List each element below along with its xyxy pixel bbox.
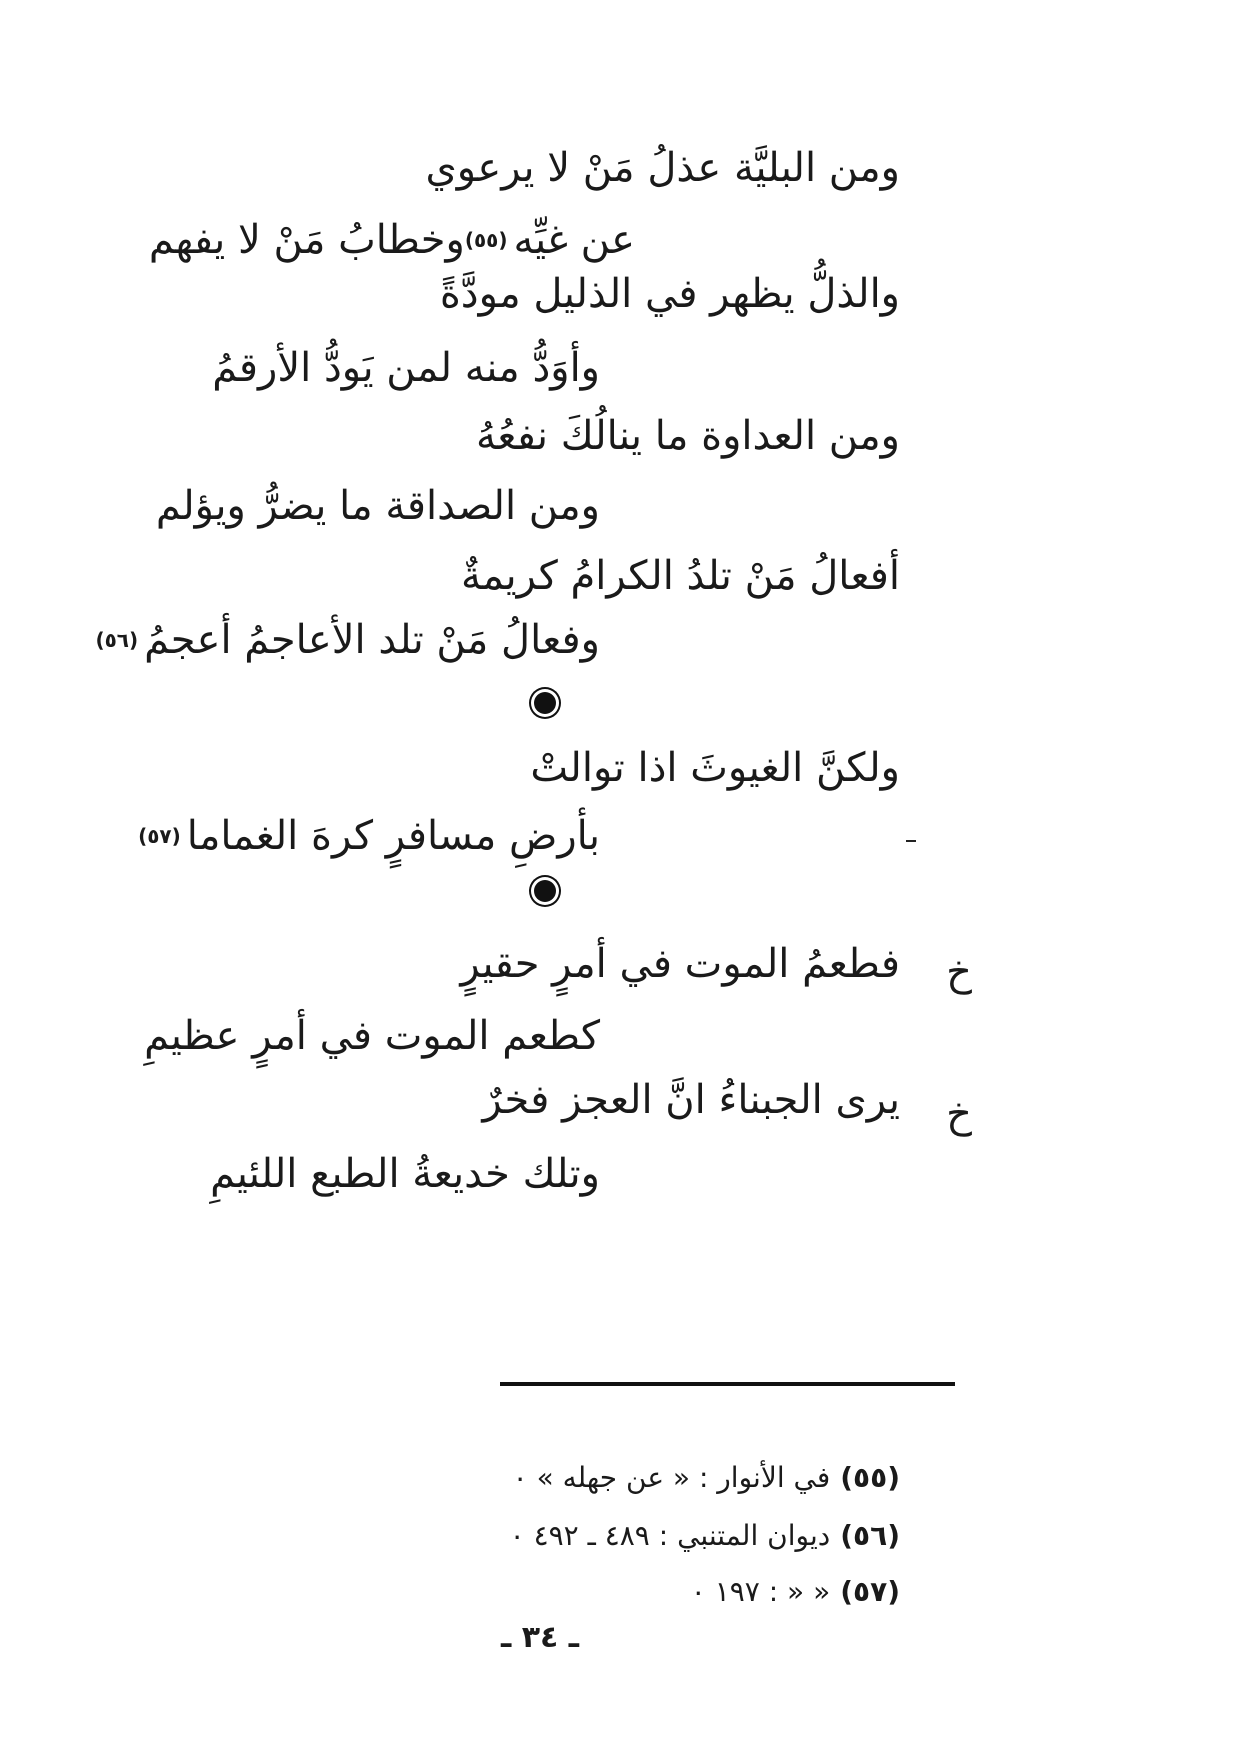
section-separator-dot: [534, 692, 556, 714]
verse-text: وفعالُ مَنْ تلد الأعاجمُ أعجمُ: [144, 617, 600, 663]
verse-1-second-hemistich: [149, 212, 635, 268]
verse-text: وتلك خديعةُ الطبع اللئيمِ: [210, 1151, 600, 1197]
verse-5-second-hemistich: [138, 808, 600, 864]
verse-text: فطعمُ الموت في أمرٍ حقيرٍ: [460, 941, 900, 987]
page-number: ـ ٣٤ ـ: [500, 1620, 580, 1655]
verse-text: وأوَدُّ منه لمن يَودُّ الأرقمُ: [212, 345, 600, 391]
verse-2-second-hemistich: [212, 340, 600, 396]
footnote-text: « « : ١٩٧ ٠: [690, 1575, 831, 1608]
verse-7-second-hemistich: [210, 1146, 600, 1202]
verse-6-second-hemistich: [144, 1008, 600, 1064]
footnote-reference: (٥٧): [138, 824, 181, 848]
footnote-number: (٥٥): [840, 1461, 900, 1494]
verse-3-first-hemistich: [476, 408, 900, 464]
verse-3-second-hemistich: [156, 478, 600, 534]
verse-text: كطعم الموت في أمرٍ عظيمِ: [144, 1013, 600, 1059]
footnote-57: [691, 1572, 900, 1612]
verse-text: أفعالُ مَنْ تلدُ الكرامُ كريمةٌ: [460, 553, 900, 599]
footnote-number: (٥٦): [840, 1519, 900, 1552]
footnote-divider: [500, 1382, 955, 1386]
ink-speck: [906, 840, 916, 842]
section-separator-dot: [534, 880, 556, 902]
verse-text: عن غيِّه: [513, 217, 635, 263]
verse-1-first-hemistich: [425, 140, 900, 196]
verse-text: والذلُّ يظهر في الذليل مودَّةً: [439, 271, 900, 317]
verse-marker: خ: [946, 1091, 972, 1137]
verse-5-first-hemistich: [530, 740, 900, 796]
verse-text: وخطابُ مَنْ لا يفهم: [148, 217, 465, 263]
footnote-number: (٥٧): [840, 1575, 900, 1608]
verse-4-second-hemistich: [95, 612, 600, 668]
verse-text: ولكنَّ الغيوثَ اذا توالتْ: [530, 745, 900, 791]
verse-4-first-hemistich: [461, 548, 900, 604]
footnote-55: [513, 1458, 900, 1498]
verse-text: يرى الجبناءُ انَّ العجز فخرٌ: [482, 1077, 900, 1123]
footnote-56: [510, 1516, 900, 1556]
verse-text: ومن الصداقة ما يضرُّ ويؤلم: [155, 483, 600, 529]
footnote-text: ديوان المتنبي : ٤٨٩ ـ ٤٩٢ ٠: [509, 1519, 831, 1552]
verse-text: ومن العداوة ما ينالُكَ نفعُهُ: [475, 413, 900, 459]
footnote-text: في الأنوار : « عن جهله » ٠: [512, 1461, 831, 1494]
verse-marker: خ: [946, 949, 972, 995]
verse-7-first-hemistich: [482, 1072, 900, 1128]
footnote-reference: (٥٥): [464, 228, 508, 252]
verse-2-first-hemistich: [440, 266, 900, 322]
footnote-reference: (٥٦): [95, 628, 139, 652]
verse-6-first-hemistich: [460, 936, 900, 992]
verse-text: ومن البليَّة عذلُ مَنْ لا يرعوي: [425, 145, 900, 191]
verse-text: بأرضِ مسافرٍ كرهَ الغماما: [186, 813, 600, 859]
